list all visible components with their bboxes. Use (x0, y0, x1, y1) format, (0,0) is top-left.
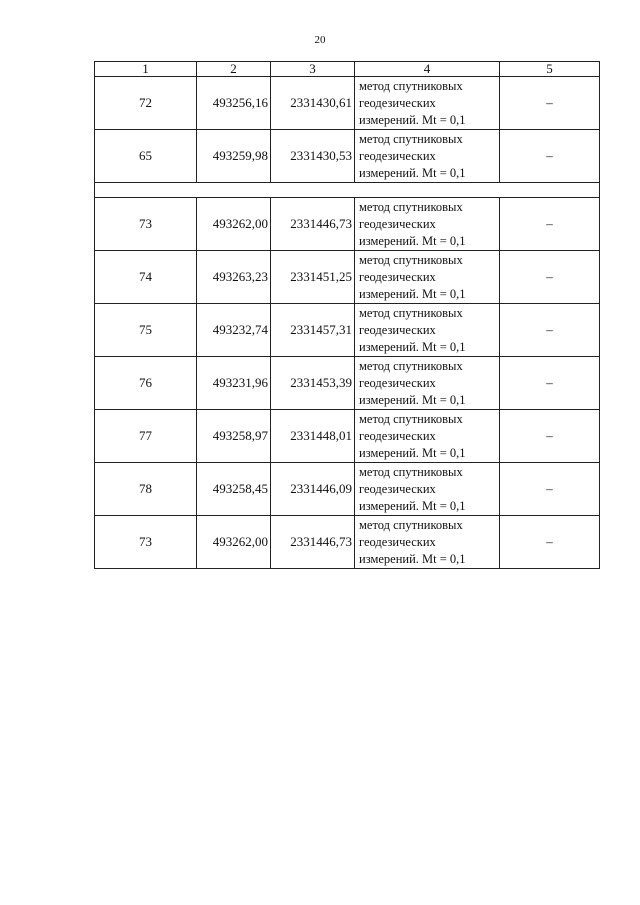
point-number-cell: 75 (95, 304, 197, 357)
header-col-4: 4 (355, 62, 500, 77)
method-line: геодезических (359, 428, 436, 443)
y-coordinate-cell: 2331457,31 (271, 304, 355, 357)
header-col-5: 5 (500, 62, 600, 77)
table-row (95, 516, 600, 569)
x-coordinate-cell: 493262,00 (197, 198, 271, 251)
point-number-cell: 65 (95, 130, 197, 183)
method-cell (355, 198, 500, 251)
note-cell: – (500, 304, 600, 357)
method-line: геодезических (359, 269, 436, 284)
header-col-2: 2 (197, 62, 271, 77)
separator-row (95, 183, 600, 198)
method-line: измерений. Mt = 0,1 (359, 392, 466, 407)
note-cell: – (500, 77, 600, 130)
table-row (95, 77, 600, 130)
method-line: метод спутниковых (359, 464, 463, 479)
table-row (95, 410, 600, 463)
method-line: метод спутниковых (359, 131, 463, 146)
method-line: геодезических (359, 534, 436, 549)
point-number-cell: 76 (95, 357, 197, 410)
point-number-cell: 73 (95, 198, 197, 251)
point-number-cell: 78 (95, 463, 197, 516)
x-coordinate-cell: 493256,16 (197, 77, 271, 130)
method-cell (355, 357, 500, 410)
method-cell (355, 463, 500, 516)
header-row (95, 62, 600, 77)
table-row (95, 130, 600, 183)
method-cell (355, 251, 500, 304)
header-col-3: 3 (271, 62, 355, 77)
table-row (95, 357, 600, 410)
method-line: геодезических (359, 216, 436, 231)
x-coordinate-cell: 493231,96 (197, 357, 271, 410)
y-coordinate-cell: 2331451,25 (271, 251, 355, 304)
method-line: измерений. Mt = 0,1 (359, 498, 466, 513)
y-coordinate-cell: 2331430,53 (271, 130, 355, 183)
point-number-cell: 72 (95, 77, 197, 130)
table-row (95, 304, 600, 357)
table-row (95, 198, 600, 251)
table-body (95, 77, 600, 569)
method-line: метод спутниковых (359, 199, 463, 214)
point-number-cell: 73 (95, 516, 197, 569)
method-line: геодезических (359, 148, 436, 163)
table-header (95, 62, 600, 77)
header-col-1: 1 (95, 62, 197, 77)
method-cell (355, 130, 500, 183)
method-cell (355, 410, 500, 463)
method-line: измерений. Mt = 0,1 (359, 445, 466, 460)
method-line: метод спутниковых (359, 305, 463, 320)
method-line: измерений. Mt = 0,1 (359, 112, 466, 127)
y-coordinate-cell: 2331453,39 (271, 357, 355, 410)
method-line: метод спутниковых (359, 411, 463, 426)
method-cell (355, 304, 500, 357)
method-line: геодезических (359, 95, 436, 110)
method-line: геодезических (359, 322, 436, 337)
y-coordinate-cell: 2331430,61 (271, 77, 355, 130)
method-line: метод спутниковых (359, 252, 463, 267)
separator-cell (95, 183, 600, 198)
note-cell: – (500, 251, 600, 304)
coordinates-table (94, 61, 600, 569)
note-cell: – (500, 463, 600, 516)
y-coordinate-cell: 2331448,01 (271, 410, 355, 463)
note-cell: – (500, 410, 600, 463)
method-line: измерений. Mt = 0,1 (359, 165, 466, 180)
point-number-cell: 74 (95, 251, 197, 304)
table-row (95, 251, 600, 304)
table-row (95, 463, 600, 516)
page-number: 20 (314, 34, 326, 46)
method-line: геодезических (359, 481, 436, 496)
note-cell: – (500, 357, 600, 410)
method-line: метод спутниковых (359, 78, 463, 93)
method-cell (355, 77, 500, 130)
x-coordinate-cell: 493259,98 (197, 130, 271, 183)
method-line: метод спутниковых (359, 358, 463, 373)
x-coordinate-cell: 493258,97 (197, 410, 271, 463)
method-line: измерений. Mt = 0,1 (359, 233, 466, 248)
note-cell: – (500, 130, 600, 183)
method-line: измерений. Mt = 0,1 (359, 286, 466, 301)
method-cell (355, 516, 500, 569)
x-coordinate-cell: 493232,74 (197, 304, 271, 357)
method-line: метод спутниковых (359, 517, 463, 532)
note-cell: – (500, 198, 600, 251)
point-number-cell: 77 (95, 410, 197, 463)
note-cell: – (500, 516, 600, 569)
x-coordinate-cell: 493263,23 (197, 251, 271, 304)
y-coordinate-cell: 2331446,73 (271, 198, 355, 251)
method-line: измерений. Mt = 0,1 (359, 551, 466, 566)
method-line: геодезических (359, 375, 436, 390)
x-coordinate-cell: 493258,45 (197, 463, 271, 516)
y-coordinate-cell: 2331446,73 (271, 516, 355, 569)
method-line: измерений. Mt = 0,1 (359, 339, 466, 354)
y-coordinate-cell: 2331446,09 (271, 463, 355, 516)
x-coordinate-cell: 493262,00 (197, 516, 271, 569)
